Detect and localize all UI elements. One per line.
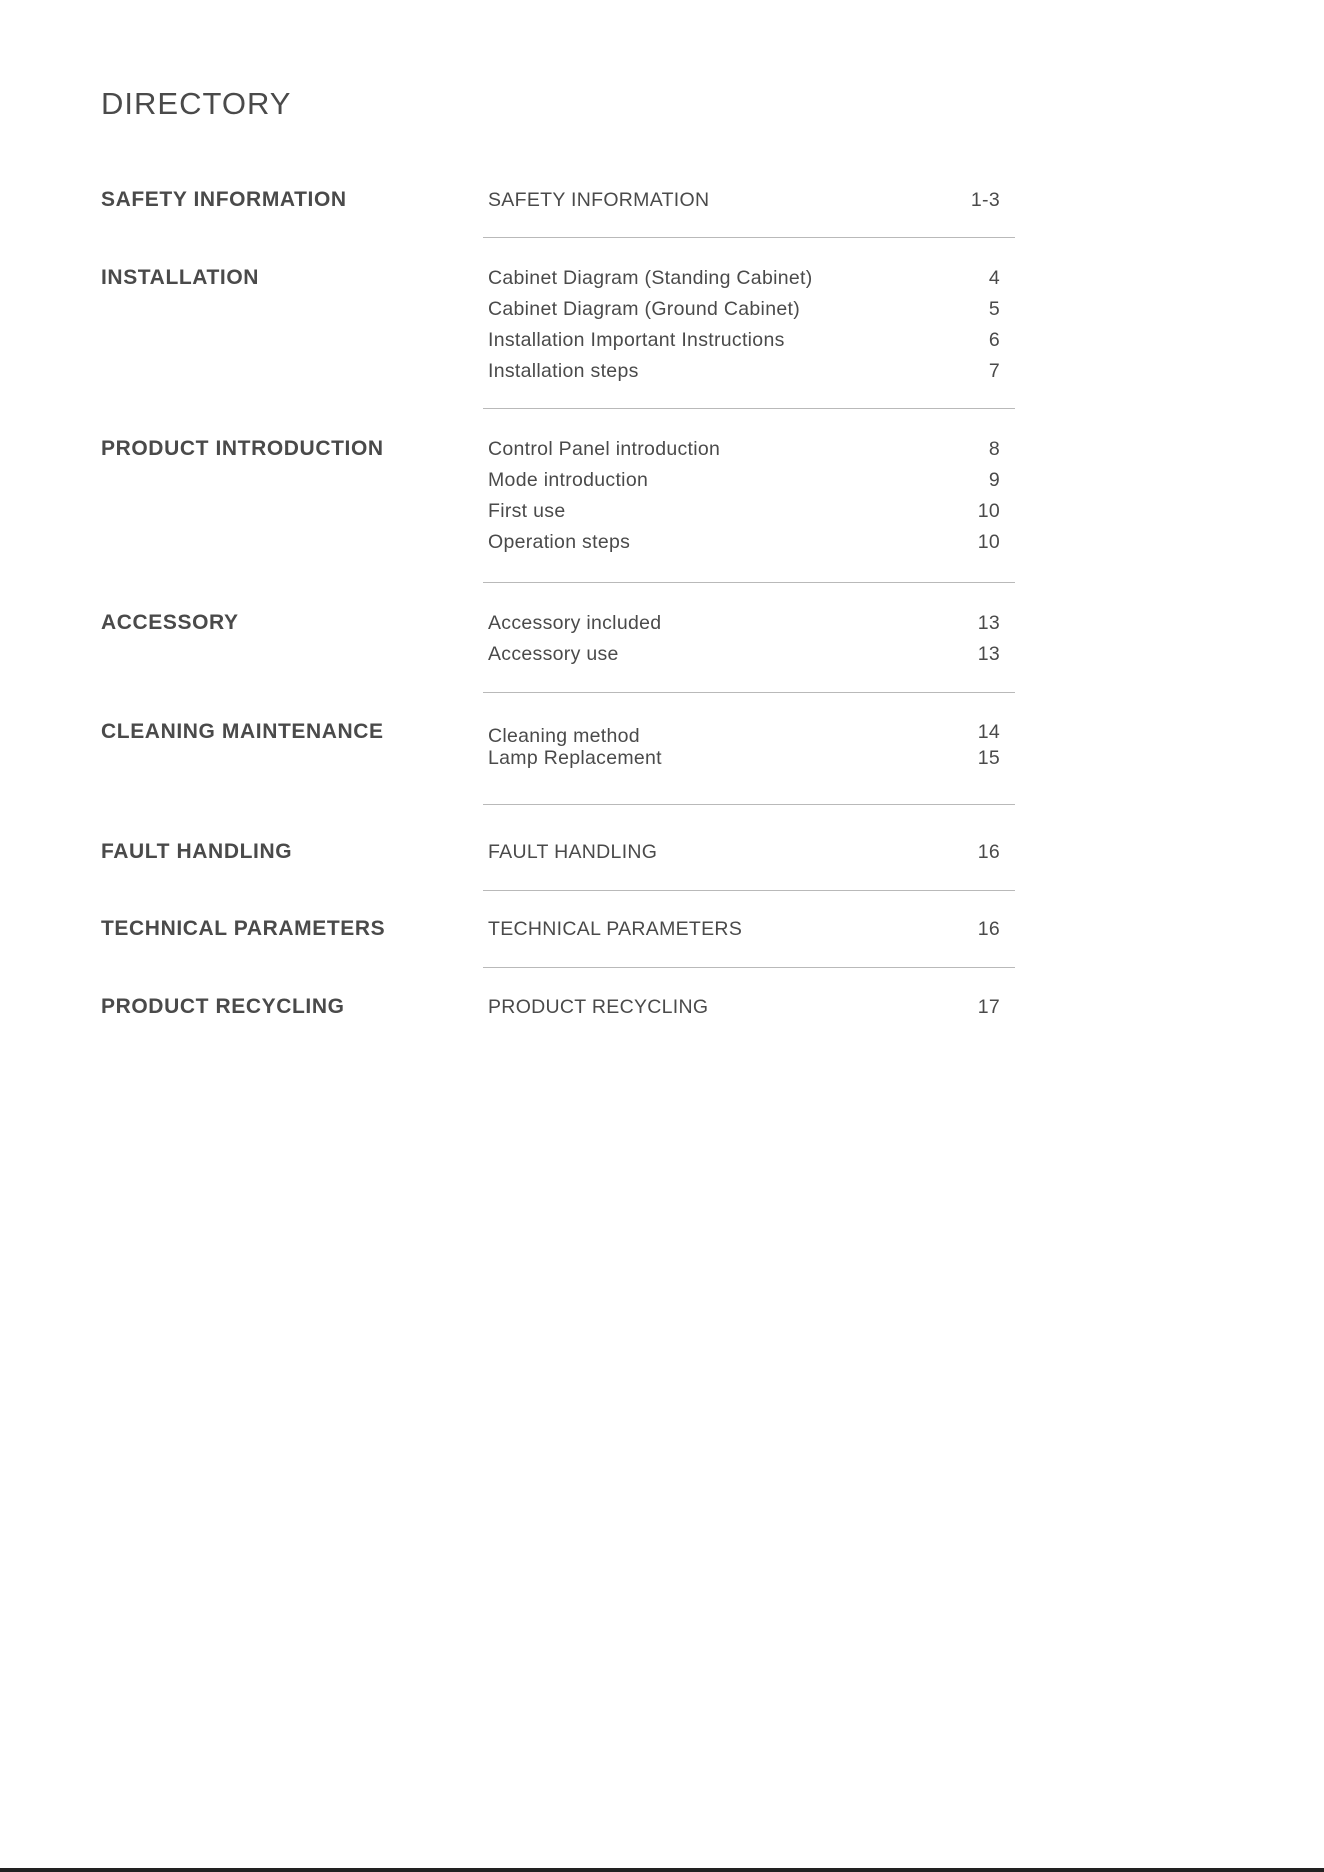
toc-entry[interactable] — [488, 530, 1000, 561]
section-divider — [483, 582, 1015, 583]
entry-page-number: 13 — [977, 612, 1000, 634]
toc-entry[interactable] — [488, 840, 1000, 871]
toc-entry[interactable] — [488, 468, 1000, 499]
section-heading: TECHNICAL PARAMETERS — [101, 917, 386, 940]
entry-list — [488, 720, 1000, 777]
section-heading: INSTALLATION — [101, 266, 260, 289]
entry-page-number: 14 — [977, 721, 1000, 743]
toc-entry[interactable] — [488, 359, 1000, 390]
entry-page-number: 17 — [977, 996, 1000, 1018]
entry-title: Cabinet Diagram (Ground Cabinet) — [488, 298, 800, 320]
section-heading: ACCESSORY — [101, 611, 239, 634]
entry-title: SAFETY INFORMATION — [488, 189, 710, 211]
entry-title: Installation steps — [488, 360, 639, 382]
entry-title: First use — [488, 500, 566, 522]
page-bottom-rule — [0, 1868, 1324, 1872]
entry-title: Operation steps — [488, 531, 631, 553]
entry-list — [488, 917, 1000, 948]
entry-page-number: 4 — [988, 267, 1000, 289]
entry-page-number: 10 — [977, 531, 1000, 553]
entry-page-number: 13 — [977, 643, 1000, 665]
toc-entry[interactable] — [488, 437, 1000, 468]
section-divider — [483, 408, 1015, 409]
toc-entry[interactable] — [488, 499, 1000, 530]
entry-title: Accessory included — [488, 612, 662, 634]
entry-title: FAULT HANDLING — [488, 841, 658, 863]
toc-entry[interactable] — [488, 266, 1000, 297]
entry-title: Cleaning method — [488, 725, 640, 747]
entry-page-number: 6 — [988, 329, 1000, 351]
toc-entry[interactable] — [488, 917, 1000, 948]
section-divider — [483, 890, 1015, 891]
entry-title: PRODUCT RECYCLING — [488, 996, 709, 1018]
toc-entry[interactable] — [488, 720, 1000, 746]
toc-entry[interactable] — [488, 611, 1000, 642]
entry-title: Cabinet Diagram (Standing Cabinet) — [488, 267, 813, 289]
entry-page-number: 7 — [988, 360, 1000, 382]
entry-list — [488, 840, 1000, 871]
entry-title: Installation Important Instructions — [488, 329, 785, 351]
entry-page-number: 1-3 — [970, 189, 1000, 211]
entry-page-number: 15 — [977, 747, 1000, 769]
entry-page-number: 9 — [988, 469, 1000, 491]
entry-list — [488, 437, 1000, 561]
section-divider — [483, 804, 1015, 805]
page-title: DIRECTORY — [101, 86, 292, 121]
entry-title: Mode introduction — [488, 469, 649, 491]
entry-page-number: 10 — [977, 500, 1000, 522]
entry-page-number: 16 — [977, 841, 1000, 863]
entry-list — [488, 995, 1000, 1026]
entry-page-number: 5 — [988, 298, 1000, 320]
entry-page-number: 8 — [988, 438, 1000, 460]
entry-list — [488, 188, 1000, 219]
entry-title: TECHNICAL PARAMETERS — [488, 918, 743, 940]
section-divider — [483, 692, 1015, 693]
entry-page-number: 16 — [977, 918, 1000, 940]
toc-entry[interactable] — [488, 188, 1000, 219]
section-heading: FAULT HANDLING — [101, 840, 293, 863]
entry-list — [488, 266, 1000, 390]
toc-entry[interactable] — [488, 995, 1000, 1026]
entry-title: Control Panel introduction — [488, 438, 721, 460]
entry-title: Accessory use — [488, 643, 619, 665]
section-heading: PRODUCT INTRODUCTION — [101, 437, 384, 460]
toc-entry[interactable] — [488, 297, 1000, 328]
toc-entry[interactable] — [488, 642, 1000, 673]
entry-list — [488, 611, 1000, 673]
toc-entry[interactable] — [488, 328, 1000, 359]
section-divider — [483, 237, 1015, 238]
section-heading: CLEANING MAINTENANCE — [101, 720, 384, 743]
section-heading: SAFETY INFORMATION — [101, 188, 347, 211]
toc-entry[interactable] — [488, 746, 1000, 777]
section-divider — [483, 967, 1015, 968]
section-heading: PRODUCT RECYCLING — [101, 995, 345, 1018]
entry-title: Lamp Replacement — [488, 747, 662, 769]
